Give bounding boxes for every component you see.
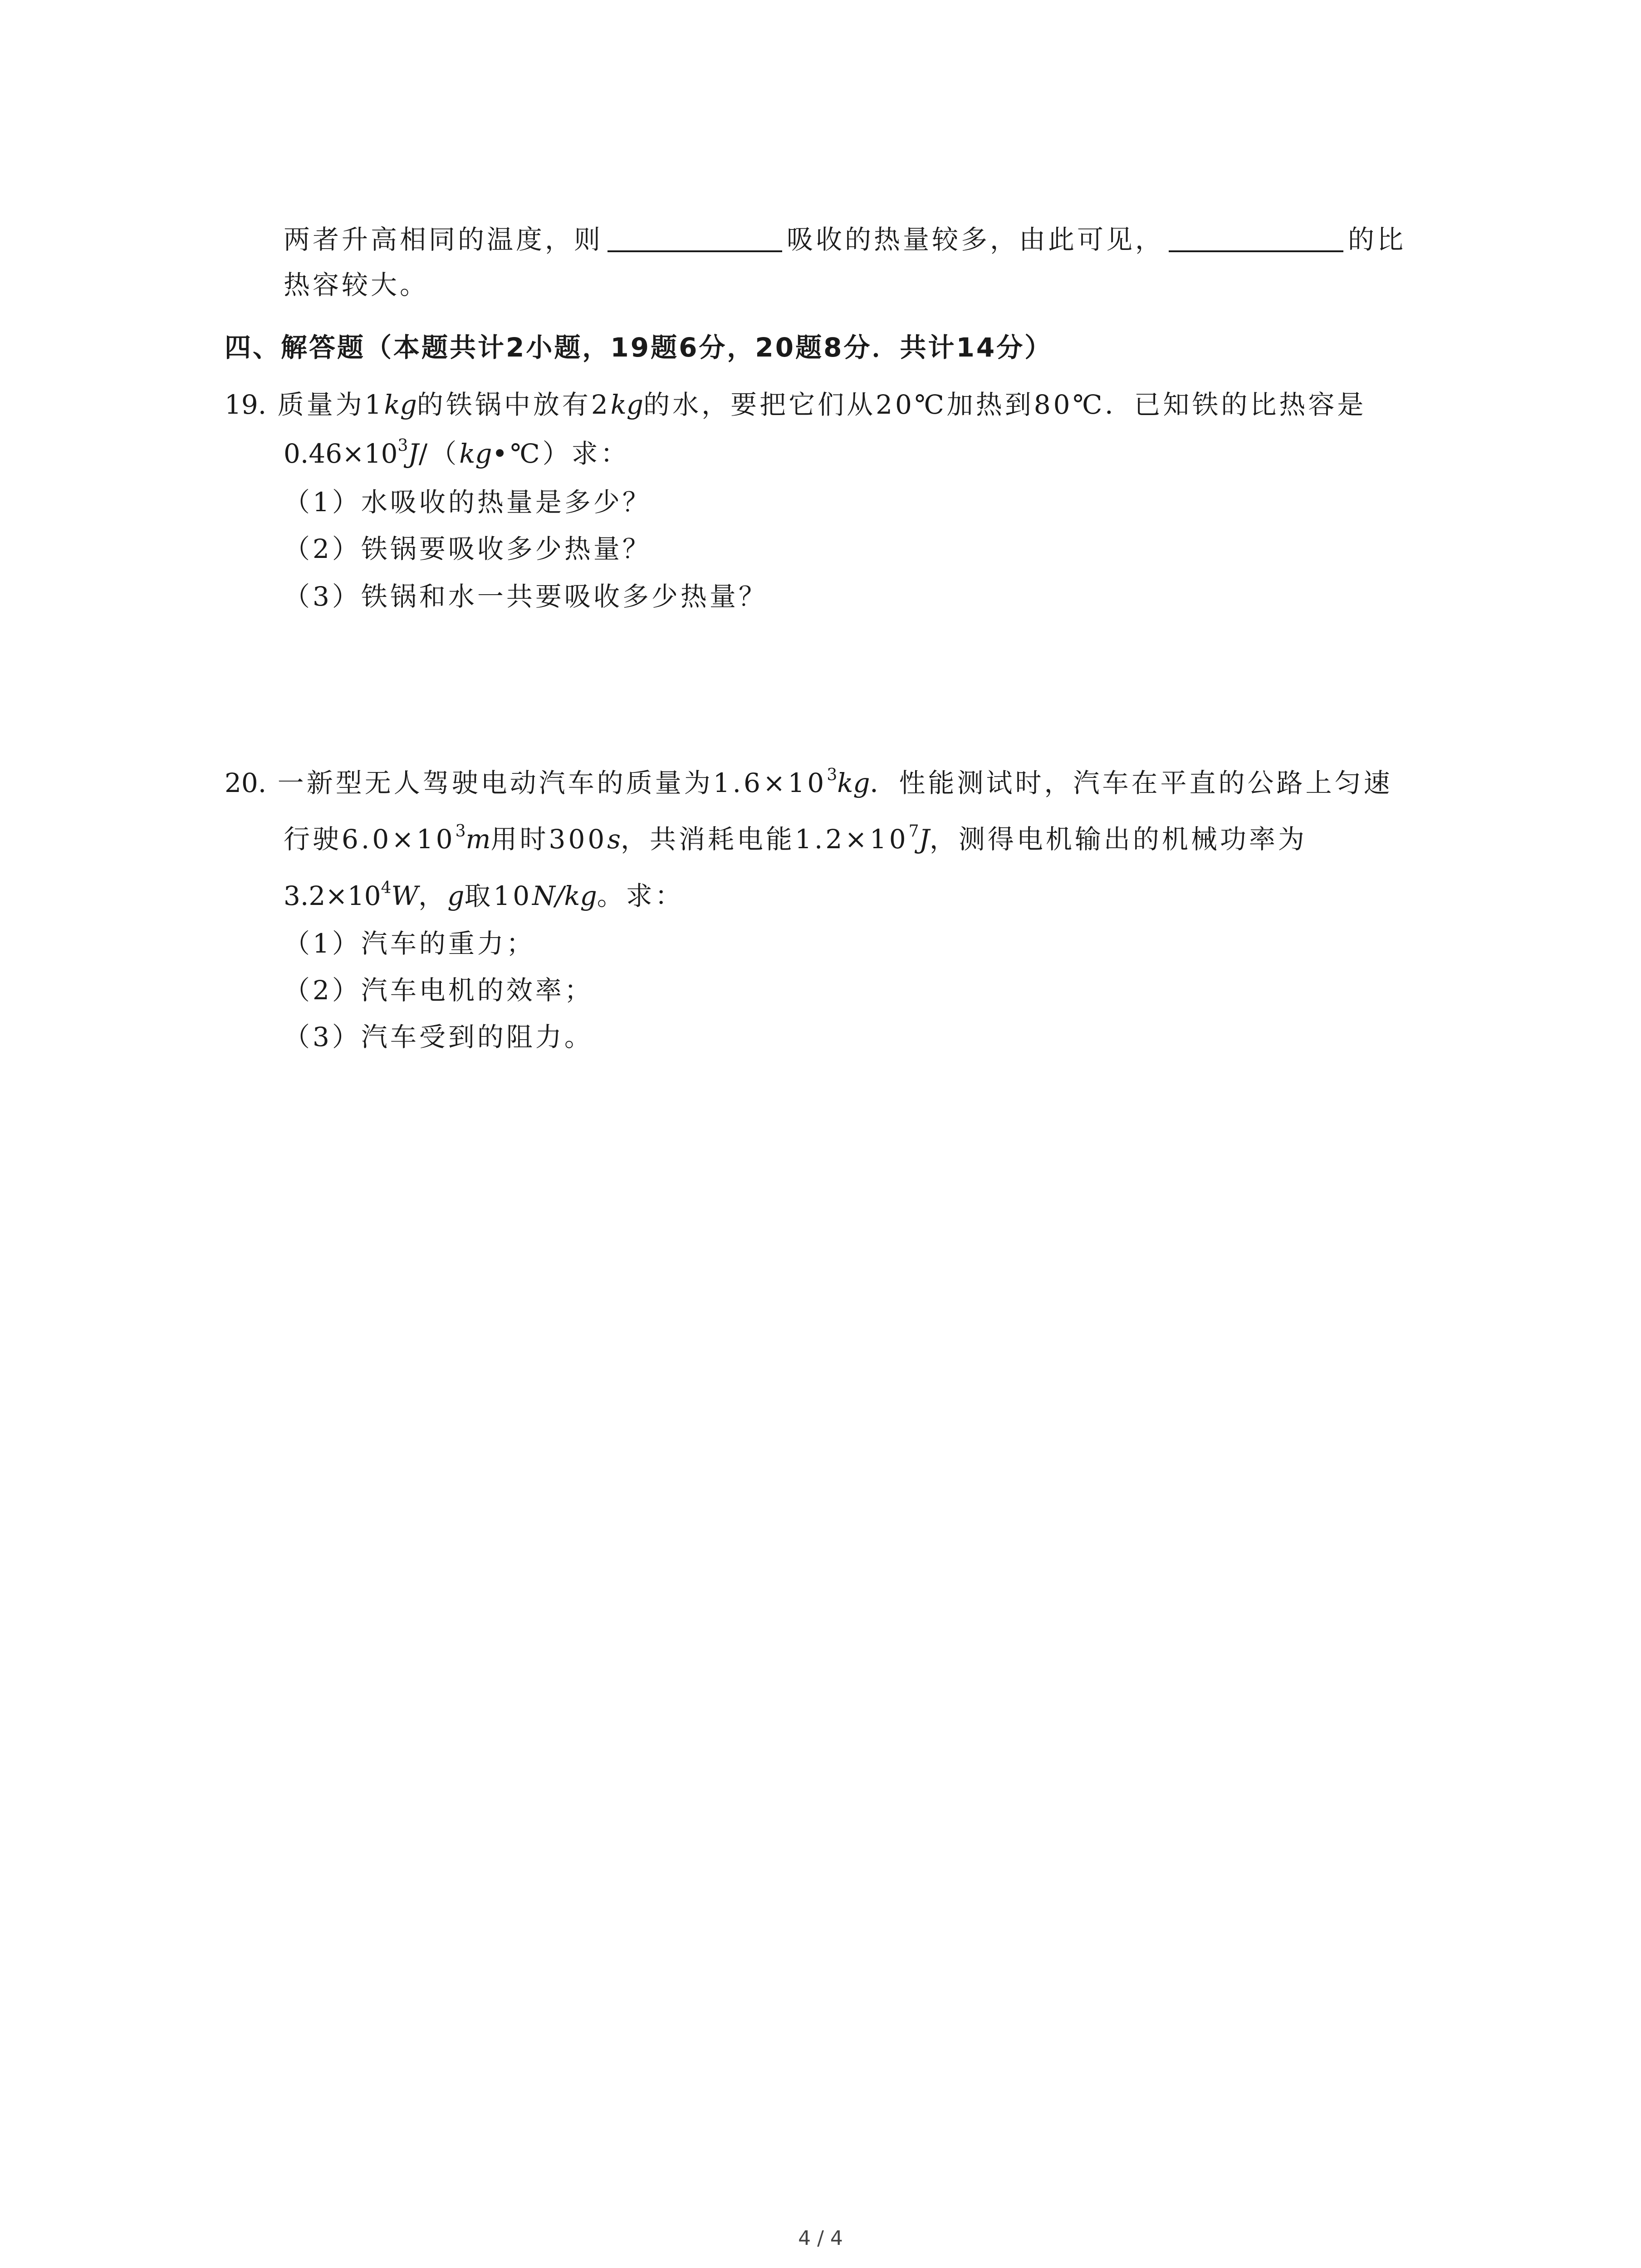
q19-number: 19.: [225, 389, 267, 420]
q18-line-2: [284, 267, 429, 303]
unit: kg: [610, 389, 644, 420]
q20-text: 行驶6.0×10: [284, 824, 456, 855]
exponent: 3: [827, 766, 838, 784]
q18-text-c: 的比: [1348, 224, 1406, 255]
q19-value: 0.46×10: [284, 438, 398, 469]
unit: N/kg: [532, 880, 597, 911]
q20-sub-2: [284, 972, 593, 1008]
q18-text-d: 热容较大。: [284, 269, 429, 300]
q18-line-1: [284, 221, 1406, 258]
section-heading: [225, 329, 1053, 366]
q18-text-b: 吸收的热量较多，由此可见，: [787, 224, 1165, 255]
q19-text: •℃）求：: [492, 438, 630, 469]
q20-subquestion: （1）汽车的重力；: [284, 928, 535, 959]
q19-text: /（: [418, 438, 460, 469]
q20-line-3: [284, 878, 684, 914]
q20-number: 20.: [225, 767, 267, 798]
unit: kg: [837, 767, 870, 798]
q19-line-1: [225, 386, 1366, 423]
page-number: 4 / 4: [798, 2227, 843, 2250]
q19-sub-2: [284, 531, 652, 567]
exponent: 4: [381, 879, 392, 897]
symbol: g: [447, 880, 465, 911]
exponent: 7: [908, 822, 919, 841]
q20-text: ，测得电机输出的机械功率为: [929, 824, 1307, 855]
q20-sub-3: [284, 1019, 593, 1055]
q20-line-1: [225, 765, 1393, 801]
q19-subquestion: （2）铁锅要吸收多少热量？: [284, 533, 652, 564]
q20-text: 。求：: [597, 880, 684, 911]
unit: kg: [459, 438, 492, 469]
q19-text: 质量为1: [277, 389, 384, 420]
q20-text: ．性能测试时，汽车在平直的公路上匀速: [870, 767, 1393, 798]
q20-text: ，共消耗电能1.2×10: [621, 824, 909, 855]
answer-blank-2[interactable]: [1169, 223, 1343, 252]
q19-subquestion: （3）铁锅和水一共要吸收多少热量？: [284, 581, 768, 612]
answer-blank-1[interactable]: [607, 223, 782, 252]
q20-subquestion: （2）汽车电机的效率；: [284, 975, 593, 1006]
q20-text: 取10: [464, 880, 533, 911]
q19-sub-3: [284, 578, 768, 615]
q18-text-a: 两者升高相同的温度，则: [284, 224, 603, 255]
q19-text: 的水，要把它们从20℃加热到80℃．已知铁的比热容是: [643, 389, 1367, 420]
section-title: 四、解答题（本题共计2小题，19题6分，20题8分．共计14分）: [225, 332, 1053, 363]
exponent: 3: [455, 822, 466, 841]
unit: s: [607, 824, 621, 855]
q19-subquestion: （1）水吸收的热量是多少？: [284, 487, 652, 518]
q19-text: 的铁锅中放有2: [416, 389, 611, 420]
unit: J: [408, 438, 419, 469]
unit: m: [465, 824, 491, 855]
unit: W: [391, 880, 419, 911]
q20-value: 3.2×10: [284, 880, 381, 911]
unit: kg: [384, 389, 417, 420]
q20-line-2: [284, 821, 1307, 857]
exponent: 3: [397, 436, 408, 455]
q19-sub-1: [284, 484, 652, 520]
q20-sub-1: [284, 925, 535, 962]
q20-text: 用时300: [490, 824, 607, 855]
q19-line-2: [284, 435, 630, 472]
q20-subquestion: （3）汽车受到的阻力。: [284, 1022, 593, 1052]
q20-text: 一新型无人驾驶电动汽车的质量为1.6×10: [277, 767, 827, 798]
q20-text: ，: [418, 880, 448, 911]
unit: J: [919, 824, 930, 855]
